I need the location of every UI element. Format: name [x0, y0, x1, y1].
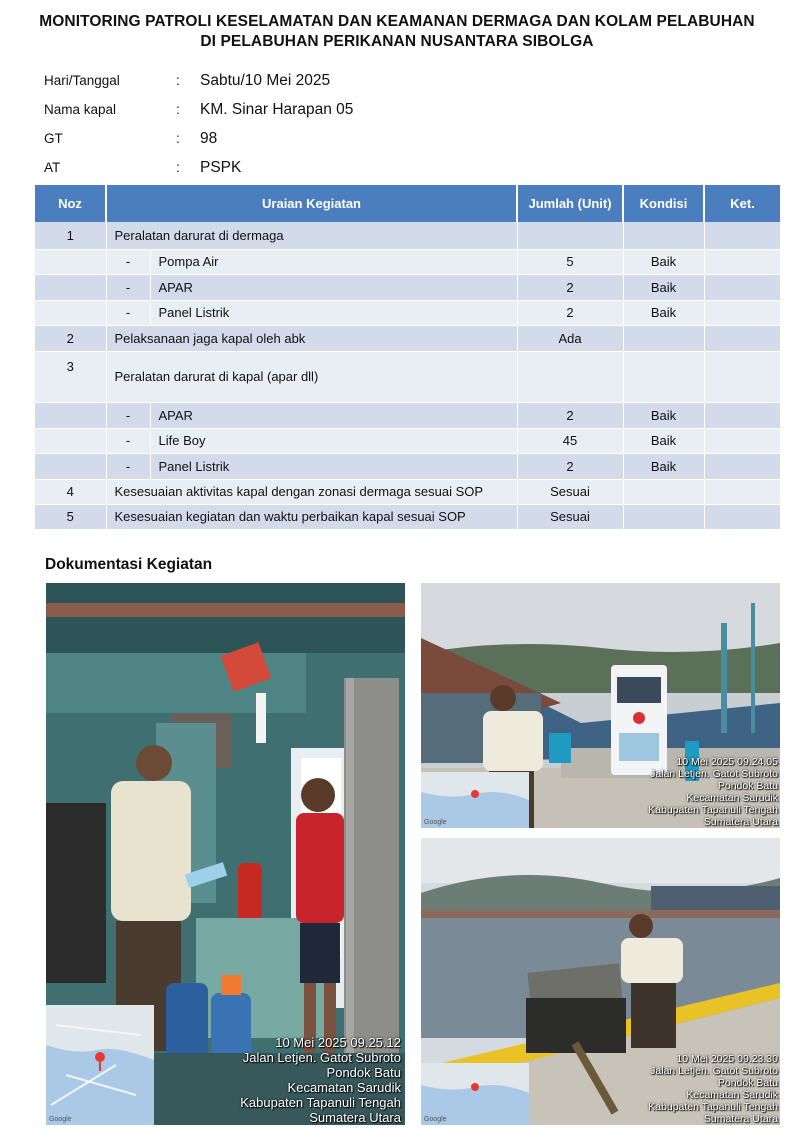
cell-dash: -	[106, 249, 150, 274]
cell-kondisi: Baik	[623, 274, 704, 300]
info-colon: :	[176, 131, 180, 146]
cell-no	[35, 274, 106, 300]
patrol-table	[35, 185, 780, 530]
info-row-at	[44, 153, 353, 182]
info-colon: :	[176, 102, 180, 117]
stamp-line: 10 Mei 2025 09.23.30	[676, 1053, 778, 1065]
cell-kondisi	[623, 222, 704, 249]
header-jumlah: Jumlah (Unit)	[517, 185, 623, 222]
cell-kondisi: Baik	[623, 402, 704, 428]
minimap-image	[46, 1005, 154, 1125]
photo-cabin-inspection	[46, 583, 405, 1125]
cell-jumlah	[517, 222, 623, 249]
info-label: AT	[44, 160, 61, 175]
cell-ket	[704, 402, 780, 428]
table-row	[35, 274, 780, 300]
cell-ket	[704, 325, 780, 351]
cell-kondisi	[623, 325, 704, 351]
info-row-ship	[44, 95, 353, 124]
table-row	[35, 504, 780, 529]
stamp-line: 10 Mei 2025 09.24.05	[676, 756, 778, 768]
info-label: GT	[44, 131, 63, 146]
cell-dash: -	[106, 402, 150, 428]
cell-item: Life Boy	[150, 428, 517, 453]
cell-dash: -	[106, 428, 150, 453]
cell-item: Panel Listrik	[150, 453, 517, 479]
cell-item: Panel Listrik	[150, 300, 517, 325]
table-row	[35, 300, 780, 325]
cell-kondisi	[623, 479, 704, 504]
table-row	[35, 249, 780, 274]
cell-item: Kesesuaian aktivitas kapal dengan zonasi dermaga sesuai SOP	[106, 479, 517, 504]
table-row	[35, 325, 780, 351]
stamp-line: Sumatera Utara	[703, 816, 778, 828]
cell-jumlah: Ada	[517, 325, 623, 351]
stamp-line: Sumatera Utara	[703, 1113, 778, 1125]
cell-ket	[704, 504, 780, 529]
header-uraian: Uraian Kegiatan	[106, 185, 517, 222]
cell-ket	[704, 453, 780, 479]
cell-jumlah: 5	[517, 249, 623, 274]
cell-ket	[704, 479, 780, 504]
table-row	[35, 479, 780, 504]
cell-item: APAR	[150, 274, 517, 300]
info-colon: :	[176, 160, 180, 175]
photo-timestamp	[648, 756, 778, 828]
location-minimap	[421, 1063, 529, 1125]
cell-jumlah: 2	[517, 453, 623, 479]
title-line-1: MONITORING PATROLI KESELAMATAN DAN KEAMANAN DERMAGA DAN KOLAM PELABUHAN	[39, 13, 755, 30]
cell-kondisi	[623, 351, 704, 402]
location-minimap	[46, 1005, 154, 1125]
info-value: 98	[200, 129, 218, 147]
cell-jumlah: 2	[517, 274, 623, 300]
cell-no: 1	[35, 222, 106, 249]
header-kondisi: Kondisi	[623, 185, 704, 222]
cell-jumlah: 2	[517, 300, 623, 325]
cell-kondisi: Baik	[623, 300, 704, 325]
cell-dash: -	[106, 274, 150, 300]
cell-jumlah: 45	[517, 428, 623, 453]
stamp-line: Kecamatan Sarudik	[686, 1089, 778, 1101]
cell-ket	[704, 351, 780, 402]
cell-item: Pompa Air	[150, 249, 517, 274]
info-row-date	[44, 66, 353, 95]
photo-dock-power-station	[421, 583, 780, 828]
stamp-line: Kecamatan Sarudik	[686, 792, 778, 804]
table-header-row	[35, 185, 780, 222]
cell-item: Peralatan darurat di dermaga	[106, 222, 517, 249]
info-block	[44, 66, 353, 182]
document-title	[0, 12, 794, 52]
cell-kondisi	[623, 504, 704, 529]
cell-kondisi: Baik	[623, 428, 704, 453]
stamp-line: Pondok Batu	[326, 1065, 401, 1080]
cell-kondisi: Baik	[623, 249, 704, 274]
google-logo: Google	[424, 1116, 447, 1123]
cell-jumlah: Sesuai	[517, 479, 623, 504]
info-row-gt	[44, 124, 353, 153]
cell-no: 5	[35, 504, 106, 529]
info-value: PSPK	[200, 158, 242, 176]
cell-item: Pelaksanaan jaga kapal oleh abk	[106, 325, 517, 351]
cell-jumlah: 2	[517, 402, 623, 428]
cell-no	[35, 453, 106, 479]
cell-dash: -	[106, 300, 150, 325]
stamp-line: Sumatera Utara	[309, 1110, 401, 1125]
stamp-line: Pondok Batu	[717, 780, 778, 792]
cell-dash: -	[106, 453, 150, 479]
stamp-line: Jalan Letjen. Gatot Subroto	[650, 768, 778, 780]
stamp-line: Jalan Letjen. Gatot Subroto	[650, 1065, 778, 1077]
cell-no	[35, 402, 106, 428]
table-row	[35, 402, 780, 428]
table-row	[35, 222, 780, 249]
cell-ket	[704, 274, 780, 300]
stamp-line: Kabupaten Tapanuli Tengah	[648, 1101, 778, 1113]
cell-ket	[704, 300, 780, 325]
cell-no: 2	[35, 325, 106, 351]
cell-jumlah	[517, 351, 623, 402]
table-row	[35, 453, 780, 479]
cell-item: APAR	[150, 402, 517, 428]
cell-no: 4	[35, 479, 106, 504]
header-ket: Ket.	[704, 185, 780, 222]
cell-item: Kesesuaian kegiatan dan waktu perbaikan kapal sesuai SOP	[106, 504, 517, 529]
stamp-line: Jalan Letjen. Gatot Subroto	[242, 1050, 401, 1065]
cell-jumlah: Sesuai	[517, 504, 623, 529]
cell-ket	[704, 428, 780, 453]
info-label: Hari/Tanggal	[44, 73, 120, 88]
stamp-line: Kecamatan Sarudik	[287, 1080, 401, 1095]
photo-timestamp	[648, 1053, 778, 1125]
title-line-2: DI PELABUHAN PERIKANAN NUSANTARA SIBOLGA	[200, 33, 594, 50]
info-value: Sabtu/10 Mei 2025	[200, 71, 331, 89]
table-row	[35, 428, 780, 453]
cell-ket	[704, 222, 780, 249]
header-no: Noz	[35, 185, 106, 222]
documentation-title: Dokumentasi Kegiatan	[45, 556, 213, 573]
cell-no	[35, 300, 106, 325]
stamp-line: Pondok Batu	[717, 1077, 778, 1089]
stamp-line: Kabupaten Tapanuli Tengah	[240, 1095, 401, 1110]
location-minimap	[421, 772, 529, 828]
cell-no	[35, 428, 106, 453]
photo-timestamp	[240, 1035, 401, 1125]
cell-kondisi: Baik	[623, 453, 704, 479]
google-logo: Google	[49, 1116, 72, 1123]
table-row	[35, 351, 780, 402]
cell-ket	[704, 249, 780, 274]
cell-no	[35, 249, 106, 274]
info-colon: :	[176, 73, 180, 88]
info-label: Nama kapal	[44, 102, 117, 117]
cell-no: 3	[35, 351, 106, 402]
google-logo: Google	[424, 819, 447, 826]
photo-dock-panel-box	[421, 838, 780, 1125]
stamp-line: Kabupaten Tapanuli Tengah	[648, 804, 778, 816]
stamp-line: 10 Mei 2025 09.25.12	[275, 1035, 401, 1050]
cell-item: Peralatan darurat di kapal (apar dll)	[106, 351, 517, 402]
info-value: KM. Sinar Harapan 05	[200, 100, 354, 118]
